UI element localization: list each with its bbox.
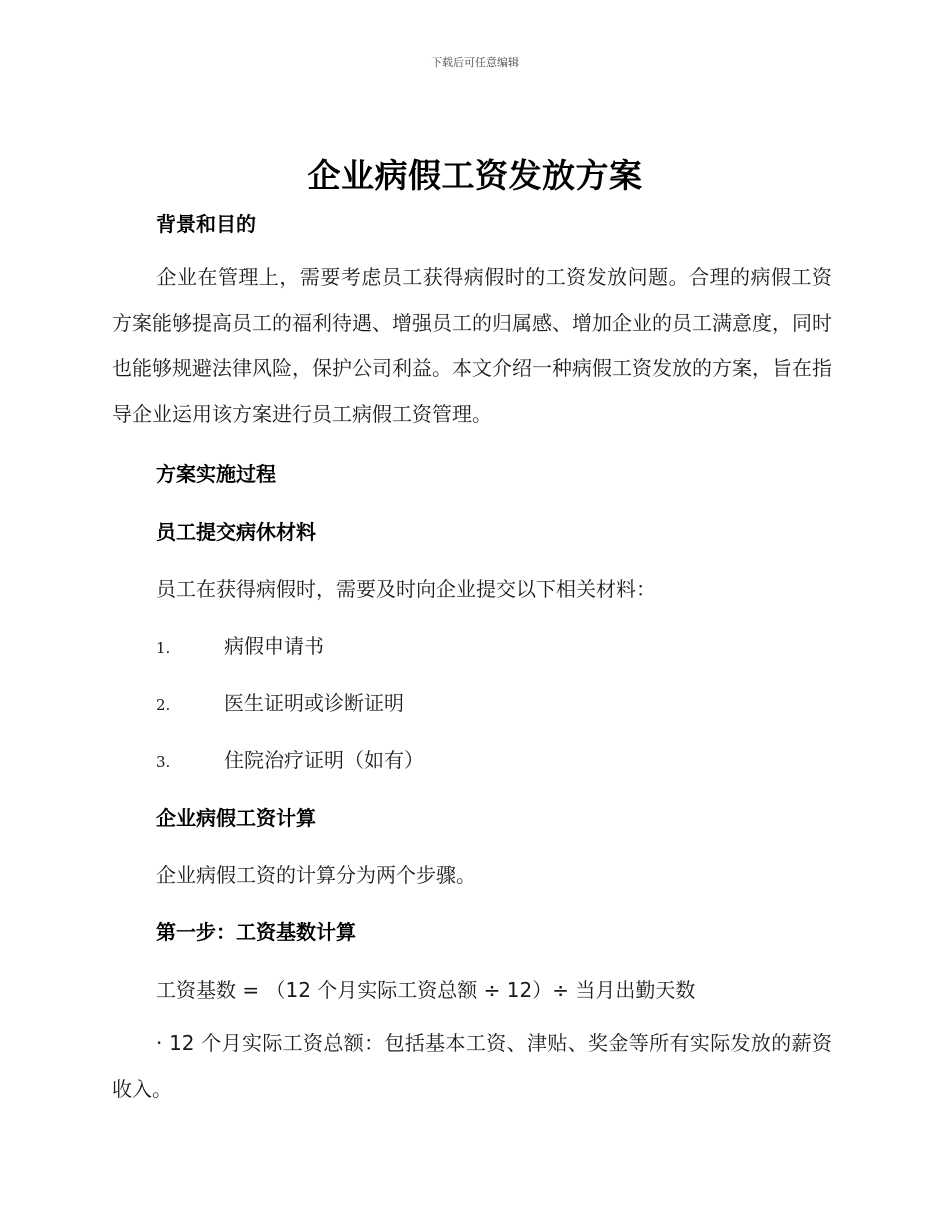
background-paragraph bbox=[112, 255, 832, 437]
list-number: 1. bbox=[156, 639, 171, 657]
list-number: 3. bbox=[156, 753, 171, 771]
formula-text: 工资基数 = （12 个月实际工资总额 ÷ 12）÷ 当月出勤天数 bbox=[156, 978, 696, 1002]
implementation-heading: 方案实施过程 bbox=[156, 462, 276, 486]
header-note: 下载后可任意编辑 bbox=[431, 56, 519, 69]
submit-heading: 员工提交病休材料 bbox=[156, 520, 316, 544]
page-title: 企业病假工资发放方案 bbox=[307, 156, 643, 195]
list-item bbox=[156, 744, 424, 773]
note-paragraph bbox=[112, 1021, 832, 1112]
step1-heading: 第一步：工资基数计算 bbox=[156, 920, 356, 944]
calc-text: 企业病假工资的计算分为两个步骤。 bbox=[156, 863, 476, 887]
calc-heading: 企业病假工资计算 bbox=[156, 806, 316, 830]
background-text: 企业在管理上，需要考虑员工获得病假时的工资发放问题。合理的病假工资方案能够提高员工的福利待遇、增强员工的归属感、增加企业的员工满意度，同时也能够规避法律风险，保护公司利益。本文介绍一种病假工资发放的方案，旨在指导企业运用该方案进行员工病假工资管理。 bbox=[112, 265, 832, 426]
submit-text: 员工在获得病假时，需要及时向企业提交以下相关材料： bbox=[156, 577, 656, 601]
note-text: · 12 个月实际工资总额：包括基本工资、津贴、奖金等所有实际发放的薪资收入。 bbox=[112, 1031, 832, 1101]
background-heading: 背景和目的 bbox=[156, 212, 256, 236]
list-item bbox=[156, 630, 324, 659]
list-item bbox=[156, 687, 404, 716]
list-text: 病假申请书 bbox=[224, 634, 324, 658]
list-number: 2. bbox=[156, 696, 171, 714]
list-text: 医生证明或诊断证明 bbox=[224, 691, 404, 715]
list-text: 住院治疗证明（如有） bbox=[224, 748, 424, 772]
